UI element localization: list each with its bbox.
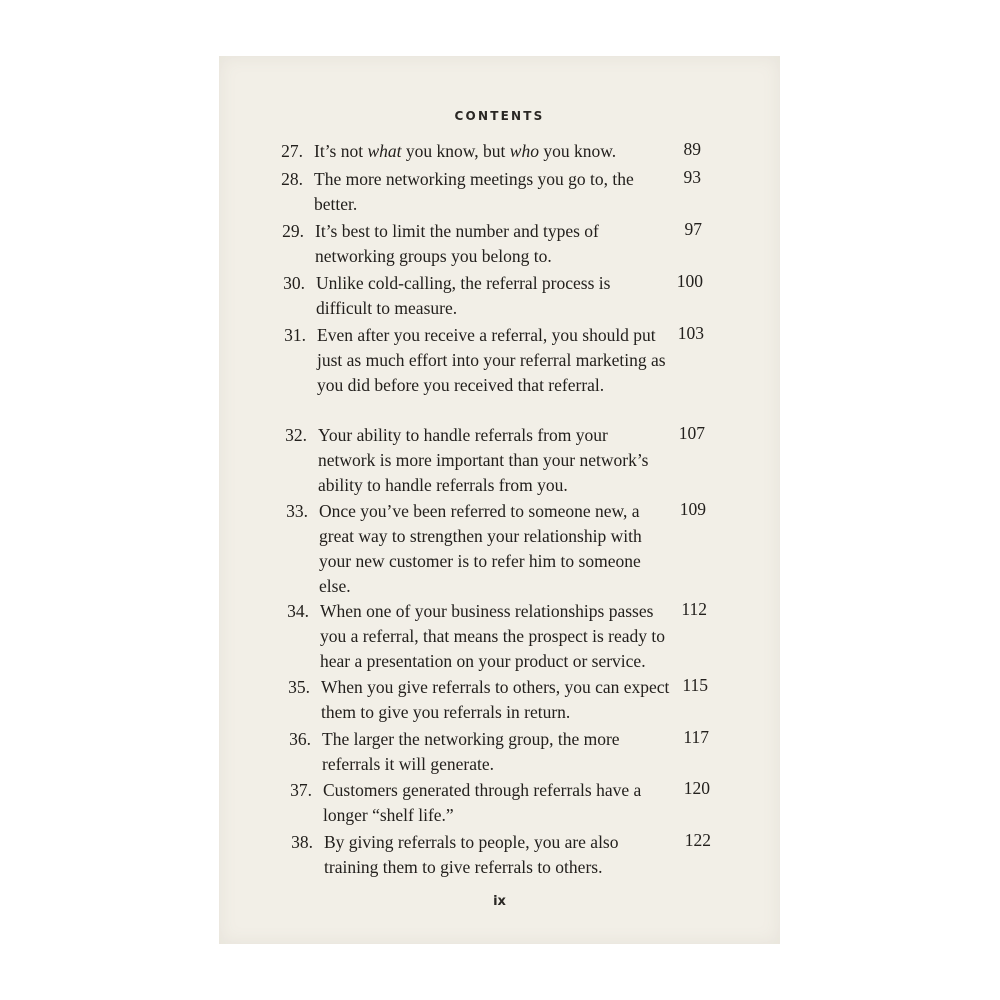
running-head: CONTENTS [454,109,545,123]
entry-page-number: 112 [681,599,707,619]
entry-number: 35. [288,677,310,697]
entry-title: Your ability to handle referrals from your network is more important than your network’s ability to handle referrals from you. [318,425,649,495]
entry-title: Even after you receive a referral, you should put just as much effort into your referral marketing as you did before you received that referral. [317,325,666,395]
entry-title: By giving referrals to people, you are also training them to give referrals to others. [324,832,619,877]
entry-number: 32. [285,425,307,445]
entry-number: 31. [284,325,306,345]
entry-number: 37. [290,780,312,800]
page-folio: ix [493,894,506,909]
entry-title: The larger the networking group, the more referrals it will generate. [322,729,620,774]
entry-page-number: 117 [683,727,709,747]
entry-title: It’s best to limit the number and types of networking groups you belong to. [315,221,599,266]
entry-number: 33. [286,501,308,521]
entry-number: 29. [282,221,304,241]
entry-page-number: 93 [683,167,701,187]
entry-number: 28. [281,169,303,189]
entry-number: 30. [283,273,305,293]
entry-number: 38. [291,832,313,852]
entry-number: 34. [287,601,309,621]
entry-page-number: 97 [684,219,702,239]
entry-page-number: 103 [677,323,704,343]
entry-page-number: 120 [683,778,710,798]
entry-page-number: 89 [683,139,701,159]
entry-title: Unlike cold-calling, the referral process is difficult to measure. [316,273,611,318]
entry-page-number: 115 [682,675,708,695]
entry-page-number: 109 [679,499,706,519]
entry-title: Once you’ve been referred to someone new, a great way to strengthen your relationship with your new customer is to refer him to someone else. [319,501,642,596]
entry-number: 36. [289,729,311,749]
book-page [219,56,780,944]
entry-number: 27. [281,141,303,161]
entry-title: Customers generated through referrals have a longer “shelf life.” [323,780,642,825]
entry-title: The more networking meetings you go to, the better. [314,169,634,214]
entry-page-number: 122 [684,830,711,850]
entry-title: It’s not what you know, but who you know. [314,141,617,161]
entry-page-number: 107 [678,423,705,443]
entry-title: When one of your business relationships passes you a referral, that means the prospect is ready to hear a presentation on your product or service. [320,601,666,671]
entry-page-number: 100 [676,271,703,291]
entry-title: When you give referrals to others, you can expect them to give you referrals in return. [321,677,670,722]
